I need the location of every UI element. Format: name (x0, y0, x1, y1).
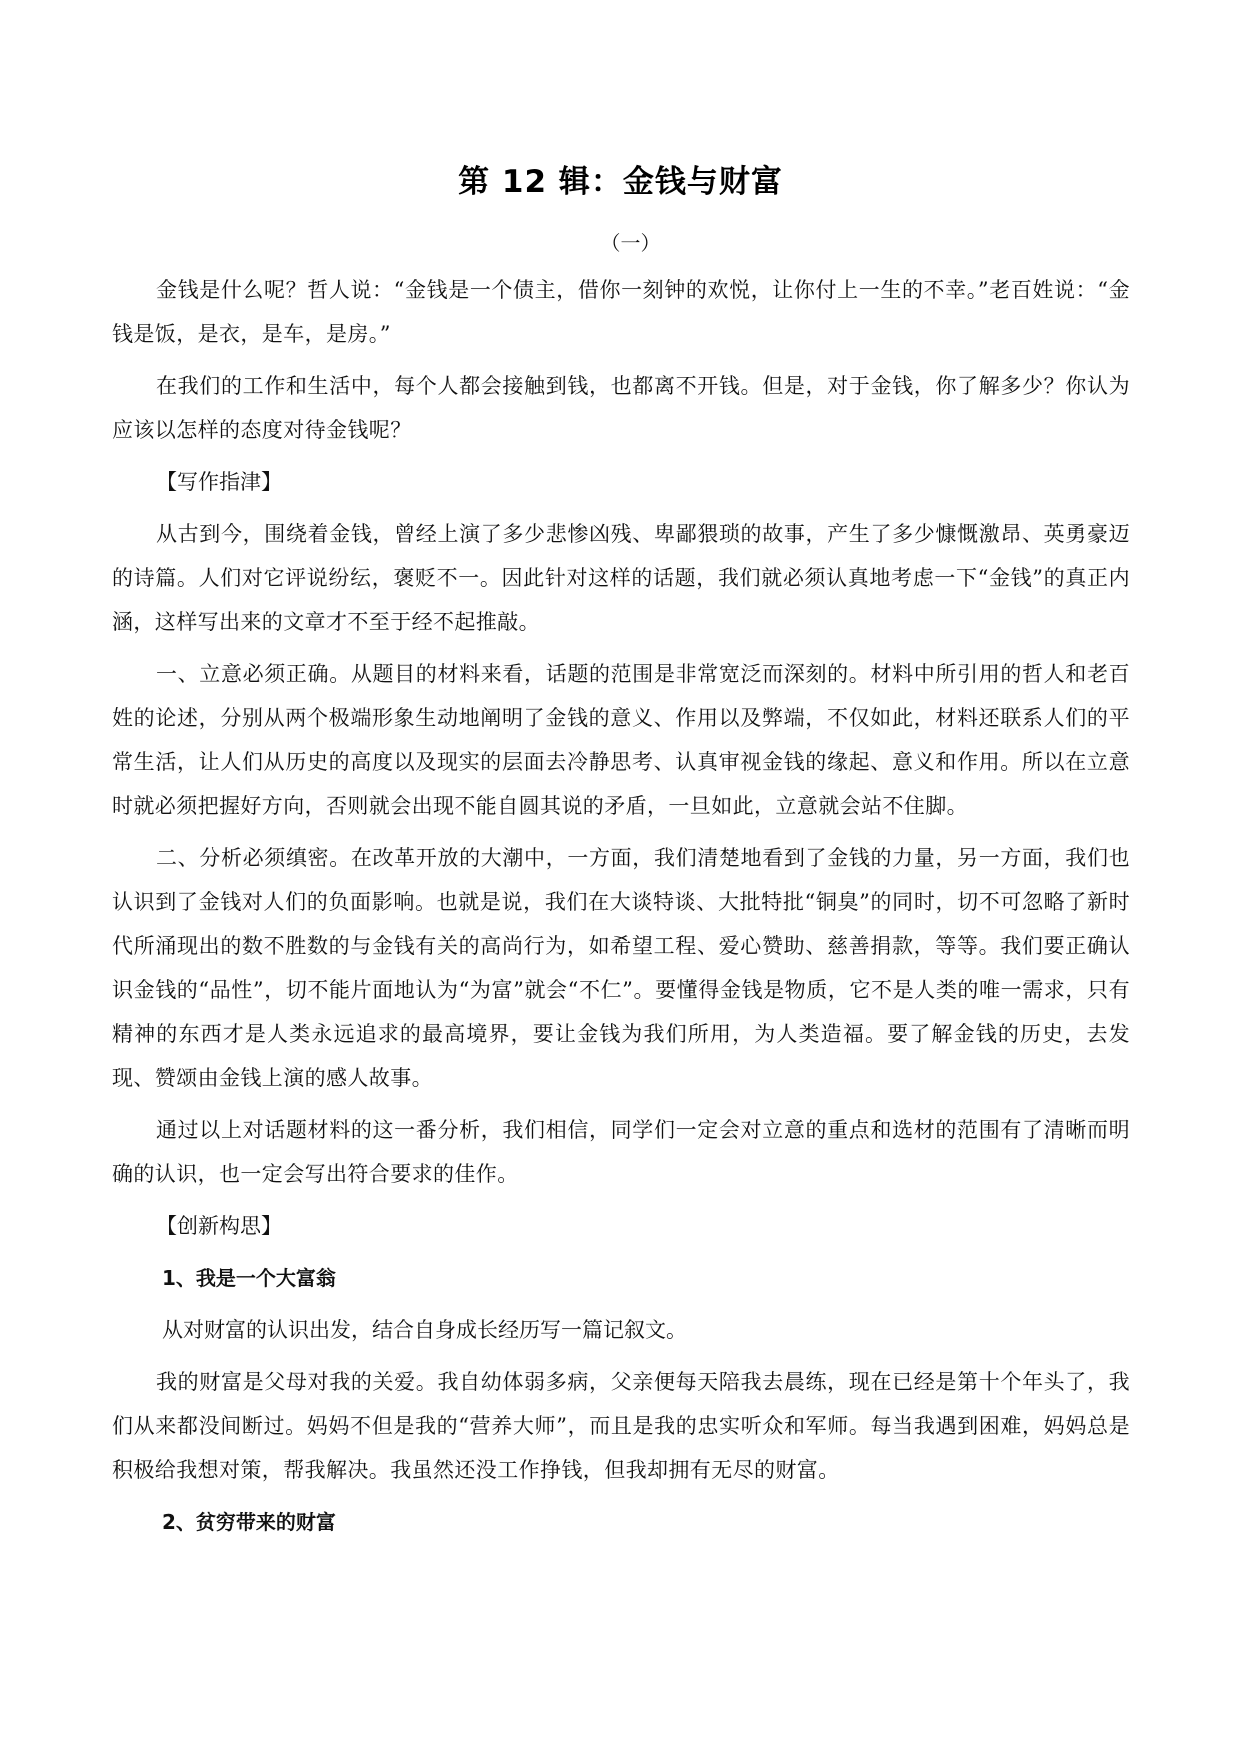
creative-idea-label: 【创新构思】 (156, 1214, 282, 1238)
guide-paragraph: 从古到今，围绕着金钱，曾经上演了多少悲惨凶残、卑鄙猥琐的故事，产生了多少慷慨激昂、英勇豪迈的诗篇。人们对它评说纷纭，褒贬不一。因此针对这样的话题，我们就必须认真地考虑一下“金钱”的真正内涵，这样写出来的文章才不至于经不起推敲。 (112, 522, 1130, 634)
idea-heading: 1、我是一个大富翁 (162, 1266, 336, 1290)
page-title: 第 12 辑：金钱与财富 (458, 164, 783, 200)
idea-heading: 2、贫穷带来的财富 (162, 1510, 336, 1534)
guide-paragraph: 二、分析必须缜密。在改革开放的大潮中，一方面，我们清楚地看到了金钱的力量，另一方面，我们也认识到了金钱对人们的负面影响。也就是说，我们在大谈特谈、大批特批“铜臭”的同时，切不可忽略了新时代所涌现出的数不胜数的与金钱有关的高尚行为，如希望工程、爱心赞助、慈善捐款，等等。我们要正确认识金钱的“品性”，切不能片面地认为“为富”就会“不仁”。要懂得金钱是物质，它不是人类的唯一需求，只有精神的东西才是人类永远追求的最高境界，要让金钱为我们所用，为人类造福。要了解金钱的历史，去发现、赞颂由金钱上演的感人故事。 (112, 846, 1130, 1090)
idea-paragraph: 我的财富是父母对我的关爱。我自幼体弱多病，父亲便每天陪我去晨练，现在已经是第十个年头了，我们从来都没间断过。妈妈不但是我的“营养大师”，而且是我的忠实听众和军师。每当我遇到困难，妈妈总是积极给我想对策，帮我解决。我虽然还没工作挣钱，但我却拥有无尽的财富。 (112, 1370, 1130, 1482)
section-number: （一） (600, 231, 661, 255)
guide-paragraph: 通过以上对话题材料的这一番分析，我们相信，同学们一定会对立意的重点和选材的范围有了清晰而明确的认识，也一定会写出符合要求的佳作。 (112, 1118, 1130, 1186)
intro-paragraph: 金钱是什么呢？哲人说：“金钱是一个债主，借你一刻钟的欢悦，让你付上一生的不幸。”老百姓说：“金钱是饭，是衣，是车，是房。” (112, 278, 1130, 346)
document-body (112, 268, 1130, 1544)
writing-guide-label: 【写作指津】 (156, 470, 282, 494)
guide-paragraph: 一、立意必须正确。从题目的材料来看，话题的范围是非常宽泛而深刻的。材料中所引用的哲人和老百姓的论述，分别从两个极端形象生动地阐明了金钱的意义、作用以及弊端，不仅如此，材料还联系人们的平常生活，让人们从历史的高度以及现实的层面去冷静思考、认真审视金钱的缘起、意义和作用。所以在立意时就必须把握好方向，否则就会出现不能自圆其说的矛盾，一旦如此，立意就会站不住脚。 (112, 662, 1130, 818)
intro-paragraph: 在我们的工作和生活中，每个人都会接触到钱，也都离不开钱。但是，对于金钱，你了解多少？你认为应该以怎样的态度对待金钱呢？ (112, 374, 1130, 442)
idea-summary: 从对财富的认识出发，结合自身成长经历写一篇记叙文。 (162, 1318, 687, 1342)
